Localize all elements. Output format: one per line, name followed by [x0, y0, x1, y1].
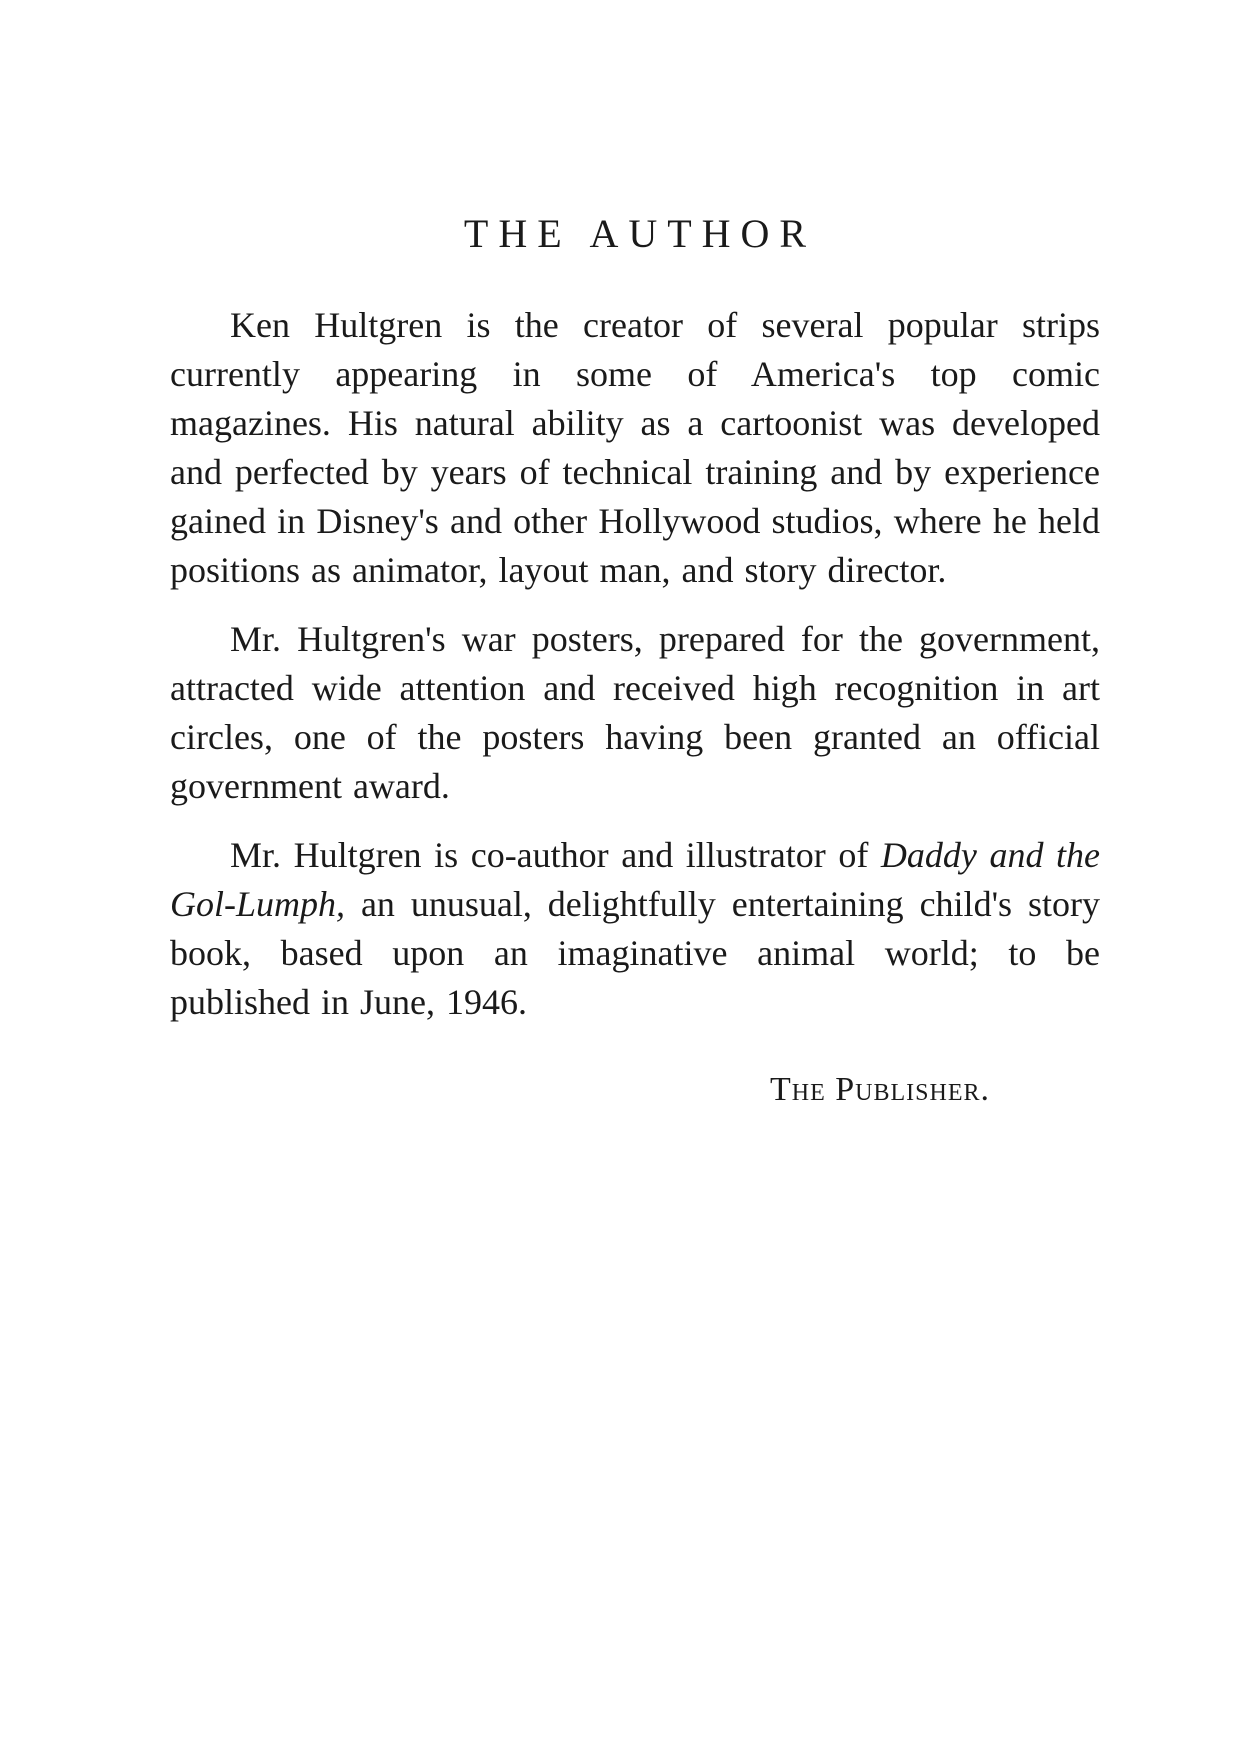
book-title: Daddy and the Gol-Lumph, — [170, 835, 1100, 924]
page-content — [170, 210, 1100, 1109]
paragraph-book-intro: Mr. Hultgren is co-author and illustrator of — [230, 835, 881, 875]
paragraph-war-posters: Mr. Hultgren's war posters, prepared for the government, attracted wide attention and received high recognition in art circles, one of the posters having been granted an official government award. — [170, 619, 1100, 806]
paragraph-book-description: an unusual, delightfully entertaining child's story book, based upon an imaginative animal world; to be published in June, 1946. — [170, 884, 1100, 1022]
publisher-signature: The Publisher. — [769, 1071, 990, 1108]
paragraph-career: Ken Hultgren is the creator of several popular strips currently appearing in some of America's top comic magazines. His natural ability as a cartoonist was developed and perfected by years of technical training and by experience gained in Disney's and other Hollywood studios, where he held positions as animator, layout man, and story director. — [170, 305, 1100, 590]
paragraph-book — [170, 831, 1100, 1027]
page-title: THE AUTHOR — [463, 211, 817, 256]
